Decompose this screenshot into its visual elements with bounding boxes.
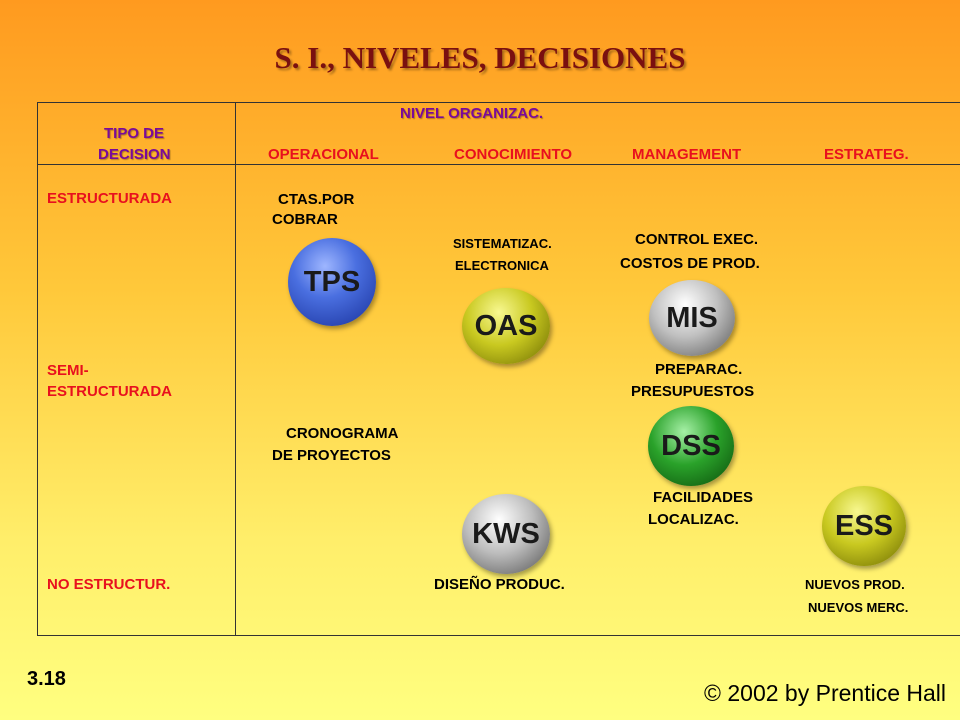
example-diseno-produc: DISEÑO PRODUC. (434, 576, 565, 593)
example-preparac: PREPARAC. (655, 361, 743, 378)
tps-circle: TPS (288, 238, 376, 326)
example-cronograma: CRONOGRAMA (286, 425, 399, 442)
left-border (37, 102, 38, 636)
mis-circle: MIS (649, 280, 735, 356)
kws-circle: KWS (462, 494, 550, 574)
example-nuevos-prod: NUEVOS PROD. (805, 577, 905, 592)
column-conocimiento: CONOCIMIENTO (454, 146, 573, 163)
row-header-divider (235, 102, 236, 636)
row-semi-line2: ESTRUCTURADA (47, 383, 172, 400)
example-presupuestos: PRESUPUESTOS (631, 383, 755, 400)
example-electronica: ELECTRONICA (455, 258, 549, 273)
example-nuevos-merc: NUEVOS MERC. (808, 600, 909, 615)
dss-circle: DSS (648, 406, 734, 486)
example-de-proyectos: DE PROYECTOS (272, 447, 391, 464)
example-localizac: LOCALIZAC. (648, 511, 739, 528)
example-facilidades: FACILIDADES (653, 489, 754, 506)
example-sistematizac: SISTEMATIZAC. (453, 236, 552, 251)
table-top-border (37, 102, 960, 103)
example-cobrar: COBRAR (272, 211, 338, 228)
decision-header: DECISION (98, 146, 171, 163)
copyright-notice: © 2002 by Prentice Hall (704, 680, 946, 706)
tipo-de-header: TIPO DE (104, 125, 165, 142)
table-bottom-border (37, 635, 960, 636)
ess-circle: ESS (822, 486, 906, 566)
column-operacional: OPERACIONAL (268, 146, 379, 163)
slide-title: S. I., NIVELES, DECISIONES (274, 40, 686, 75)
example-costos-prod: COSTOS DE PROD. (620, 255, 760, 272)
slide-number: 3.18 (27, 668, 66, 690)
row-semi-line1: SEMI- (47, 362, 89, 379)
row-estructurada: ESTRUCTURADA (47, 190, 172, 207)
row-no-estructurada: NO ESTRUCTUR. (47, 576, 171, 593)
nivel-organizac-header: NIVEL ORGANIZAC. (400, 105, 544, 122)
column-estrateg: ESTRATEG. (824, 146, 909, 163)
oas-circle: OAS (462, 288, 550, 364)
example-ctas-por: CTAS.POR (278, 191, 355, 208)
example-control-exec: CONTROL EXEC. (635, 231, 759, 248)
column-management: MANAGEMENT (632, 146, 742, 163)
